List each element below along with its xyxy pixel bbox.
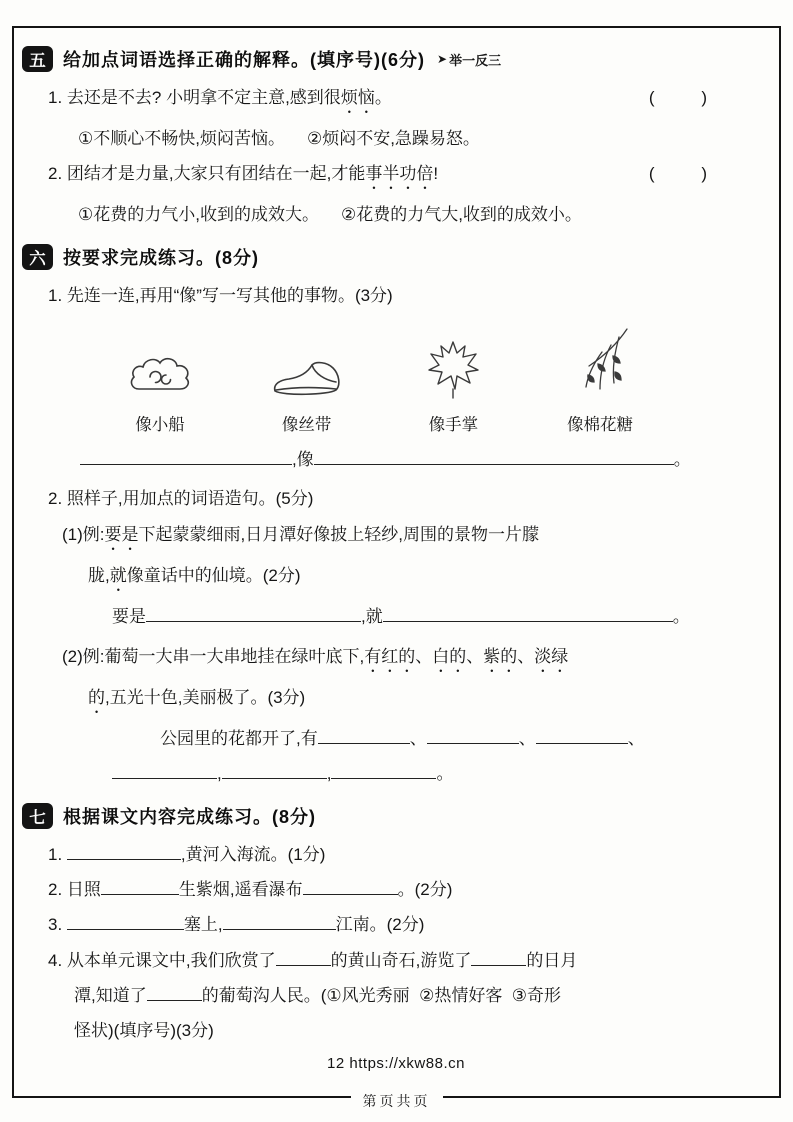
match-label[interactable]: 像手掌 [428, 416, 479, 435]
separator: 、 [627, 729, 645, 749]
section-7-title: 根据课文内容完成练习。(8分) [63, 806, 316, 827]
fill-blank[interactable] [146, 605, 361, 622]
page-content [22, 42, 770, 1072]
question-text: 。 [374, 88, 392, 107]
s7-question-3 [48, 912, 770, 938]
willow-drawing [567, 319, 633, 401]
s6-q2-example-1-fill [112, 604, 770, 630]
matching-items-row [100, 319, 660, 435]
fill-text: 。 [673, 450, 691, 470]
s7-question-4-line-1 [48, 948, 770, 974]
fill-blank[interactable] [318, 727, 410, 744]
fill-text: 。 [436, 764, 454, 784]
question-text: 1. 先连一连,再用“像”写一写其他的事物。(3分) [48, 285, 393, 305]
fill-text: ,就 [361, 606, 383, 626]
maple-leaf-icon [424, 339, 482, 401]
fill-blank[interactable] [67, 913, 184, 930]
option-1[interactable]: ①不顺心不畅快,烦闷苦恼。 [78, 129, 285, 148]
section-6-number-badge: 六 [22, 244, 53, 270]
willow-icon [567, 325, 633, 401]
emphasized-word: 就 [109, 565, 127, 585]
question-text: ! [433, 164, 439, 184]
fill-blank[interactable] [471, 949, 526, 966]
fill-blank[interactable] [222, 762, 327, 779]
s5-question-1-options [78, 126, 770, 152]
emphasized-word: 事半功倍 [365, 164, 434, 184]
fill-text: 公园里的花都开了,有 [160, 729, 318, 749]
example-text: ,五光十色,美丽极了。(3分) [105, 688, 306, 708]
example-text: 像童话中的仙境。(2分) [126, 565, 301, 585]
s6-q2-example-2-fill-line-2 [112, 761, 770, 787]
s7-question-1 [48, 842, 770, 868]
fill-blank[interactable] [383, 605, 673, 622]
fill-text: 要是 [112, 606, 146, 626]
question-text: 的日月 [526, 950, 578, 970]
s6-q2-example-2-line-1 [62, 644, 770, 676]
fill-blank[interactable] [101, 878, 179, 895]
question-text: 。(2分) [397, 880, 453, 900]
separator: 、 [518, 729, 536, 749]
question-text: 的黄山奇石,游览了 [330, 950, 472, 970]
separator: , [326, 764, 332, 784]
shoe-drawing [271, 319, 343, 401]
fill-blank[interactable] [67, 843, 181, 860]
emphasized-word: 的 [88, 688, 105, 708]
question-text: 生紫烟,遥看瀑布 [178, 880, 303, 900]
arrow-icon: ➤ [437, 52, 448, 66]
separator: 、 [409, 729, 427, 749]
fill-blank[interactable] [314, 448, 674, 465]
section-5-number-badge: 五 [22, 46, 53, 72]
s6-q2-example-2-fill-line-1 [160, 726, 770, 752]
example-text: 下起蒙蒙细雨,日月潭好像披上轻纱,周围的景物一片朦 [138, 524, 539, 544]
fill-blank[interactable] [223, 913, 336, 930]
question-text: 3. [48, 915, 67, 935]
emphasized-word: 有红的、白的、紫的、淡绿 [364, 647, 569, 667]
cloud-drawing [127, 319, 193, 401]
question-text: 潭,知道了 [74, 986, 147, 1006]
s7-question-2 [48, 877, 770, 903]
match-item-shoe[interactable] [247, 319, 367, 435]
section-5-title: 给加点词语选择正确的解释。(填序号)(6分) [63, 50, 425, 70]
match-label[interactable]: 像小船 [135, 416, 185, 435]
s5-question-2 [48, 161, 770, 193]
section-6-title: 按要求完成练习。(8分) [63, 247, 259, 268]
fill-blank[interactable] [276, 949, 331, 966]
match-item-cloud[interactable] [100, 319, 220, 435]
cloud-icon [127, 355, 193, 401]
fill-blank[interactable] [536, 727, 628, 744]
emphasized-word: 烦恼 [340, 88, 375, 107]
fill-text: ,像 [292, 450, 314, 470]
s5-question-1 [48, 85, 770, 117]
s6-q2-example-2-line-2 [88, 685, 770, 717]
section-5-tag [437, 50, 501, 69]
answer-bracket[interactable]: ( ) [648, 88, 708, 107]
match-item-willow[interactable] [540, 319, 660, 435]
section-7-number-badge: 七 [22, 803, 53, 829]
question-text: 塞上, [183, 915, 223, 935]
shoe-icon [271, 359, 343, 401]
s6-q2-example-1-line-1 [62, 522, 770, 554]
fill-blank[interactable] [80, 448, 292, 465]
s6-question-2 [48, 486, 770, 512]
fill-blank[interactable] [303, 878, 398, 895]
answer-bracket[interactable]: ( ) [648, 164, 708, 184]
question-text: 的葡萄沟人民。(①风光秀丽 ②热情好客 ③奇形 [201, 986, 562, 1006]
fill-blank[interactable] [331, 762, 436, 779]
example-text: (1)例: [62, 524, 105, 544]
section-6-header [22, 244, 770, 270]
section-7-header [22, 803, 770, 829]
question-text: 2. 团结才是力量,大家只有团结在一起,才能 [48, 164, 366, 184]
page-indicator: 第页共页 [351, 1091, 443, 1111]
example-text: 胧, [88, 565, 110, 585]
fill-blank[interactable] [112, 762, 217, 779]
s7-question-4-line-2 [74, 983, 770, 1009]
match-item-maple-leaf[interactable] [393, 319, 513, 435]
question-text: 4. 从本单元课文中,我们欣赏了 [48, 950, 276, 970]
question-text: 2. 日照 [48, 880, 101, 900]
s6-q1-fill-line [80, 447, 770, 473]
match-label[interactable]: 像丝带 [281, 416, 332, 435]
s5-question-2-options [78, 202, 770, 228]
section-5-header [22, 46, 770, 72]
question-text: 江南。(2分) [335, 915, 425, 935]
fill-blank[interactable] [147, 984, 202, 1001]
question-text: 1. [48, 844, 67, 864]
option-1[interactable]: ①花费的力气小,收到的成效大。 [78, 205, 319, 225]
question-text: 1. 去还是不去? 小明拿不定主意,感到很 [48, 88, 341, 107]
tag-label: 举一反三 [449, 52, 502, 68]
footer-url: 12 https://xkw88.cn [327, 1054, 465, 1072]
fill-blank[interactable] [427, 727, 519, 744]
emphasized-word: 要是 [104, 524, 139, 544]
example-text: (2)例:葡萄一大串一大串地挂在绿叶底下, [62, 647, 365, 667]
s7-question-4-line-3 [74, 1018, 770, 1044]
option-2[interactable]: ②烦闷不安,急躁易怒。 [306, 129, 480, 148]
s6-question-1 [48, 283, 770, 309]
option-2[interactable]: ②花费的力气大,收到的成效小。 [340, 205, 582, 225]
maple-leaf-drawing [424, 319, 482, 401]
question-text: 2. 照样子,用加点的词语造句。(5分) [48, 489, 314, 509]
fill-text: 。 [672, 606, 690, 626]
match-label[interactable]: 像棉花糖 [566, 416, 633, 435]
question-text: ,黄河入海流。(1分) [180, 844, 326, 864]
separator: , [217, 764, 222, 784]
question-text: 怪状)(填序号)(3分) [74, 1021, 214, 1041]
s6-q2-example-1-line-2 [88, 563, 770, 595]
